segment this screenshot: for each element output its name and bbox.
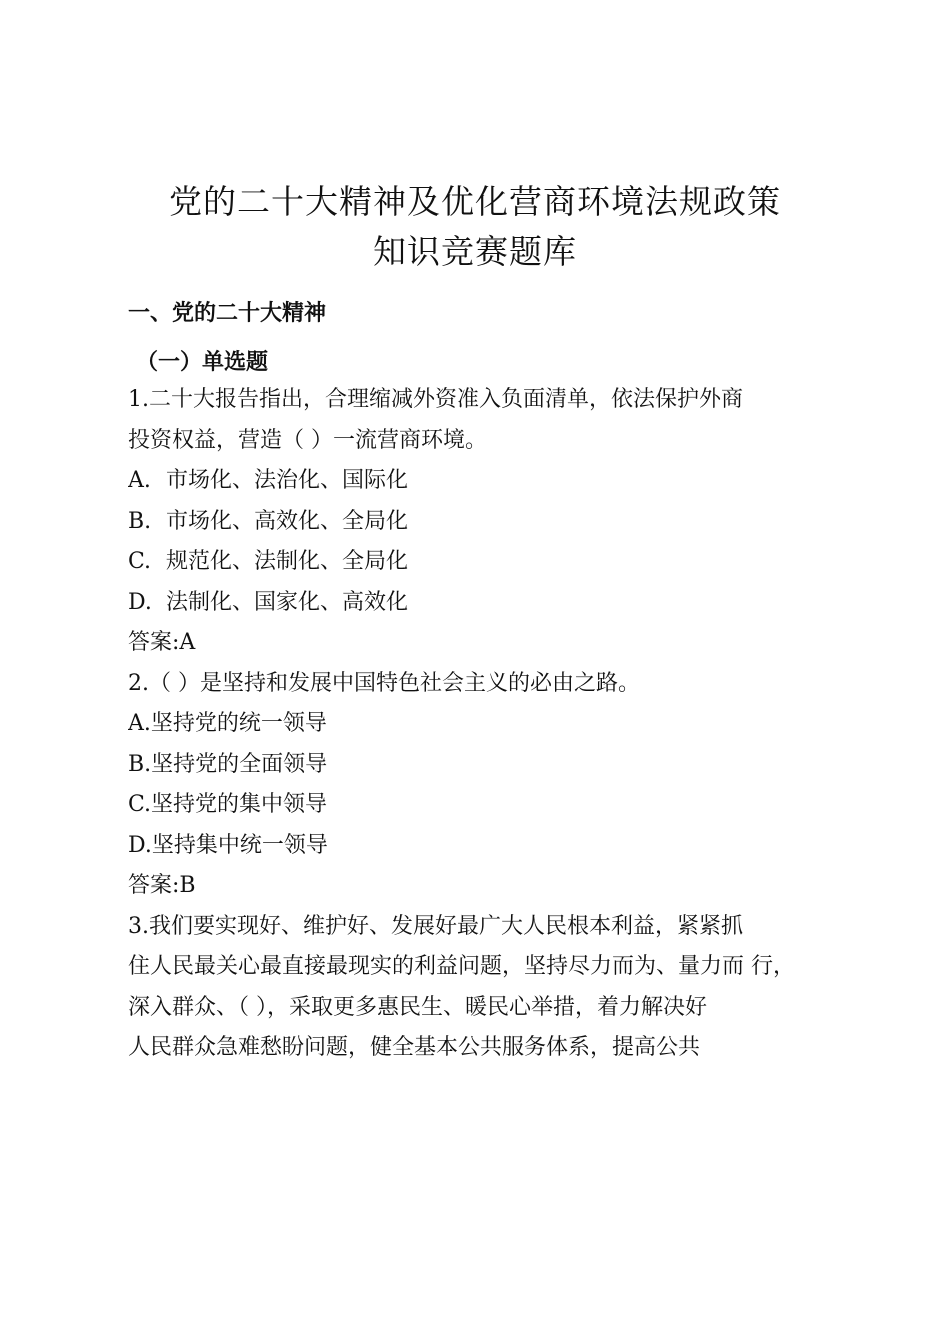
option-letter: B. [128, 508, 152, 534]
question-1-option-b [128, 502, 828, 543]
question-2-answer: 答案:B [128, 873, 196, 898]
question-2-option-c: C.坚持党的集中领导 [128, 792, 328, 817]
question-2-option-d: D.坚持集中统一领导 [128, 832, 328, 858]
subsection-heading: （一）单选题 [136, 350, 269, 375]
question-2-text-line-1: 2.（ ）是坚持和发展中国特色社会主义的必由之路。 [128, 670, 640, 696]
question-1-answer: 答案:A [128, 630, 196, 655]
option-text: 法制化、国家化、高效化 [166, 589, 409, 615]
question-3-text-line-4: 人民群众急难愁盼问题，健全基本公共服务体系，提高公共 [128, 1035, 701, 1060]
section-heading: 一、党的二十大精神 [128, 301, 327, 326]
question-1-option-d [128, 583, 828, 624]
option-letter: C. [128, 549, 152, 574]
question-list [128, 380, 828, 1069]
question-1-option-a [128, 461, 828, 502]
option-letter: D. [128, 589, 152, 615]
question-3-text-line-3: 深入群众、（ ），采取更多惠民生、暖民心举措，着力解决好 [128, 994, 707, 1020]
option-text: 市场化、法治化、国际化 [166, 468, 409, 493]
question-2-option-a: A.坚持党的统一领导 [128, 711, 327, 736]
question-2-option-b: B.坚持党的全面领导 [128, 751, 328, 777]
question-3-text-line-1: 3.我们要实现好、维护好、发展好最广大人民根本利益，紧紧抓 [128, 913, 743, 939]
question-3-text-line-2: 住人民最关心最直接最现实的利益问题，坚持尽力而为、量力而 行， [128, 954, 795, 979]
option-text: 市场化、高效化、全局化 [166, 508, 409, 534]
question-1-text-line-1: 1.二十大报告指出，合理缩减外资准入负面清单，依法保护外商 [128, 387, 743, 412]
option-text: 规范化、法制化、全局化 [166, 549, 409, 574]
document-title-line-1: 党的二十大精神及优化营商环境法规政策 [169, 182, 781, 221]
question-1-text-line-2: 投资权益，营造（ ）一流营商环境。 [128, 427, 487, 453]
document-title-line-2: 知识竞赛题库 [373, 232, 577, 271]
option-letter: A. [128, 468, 151, 493]
question-1-option-c [128, 542, 828, 583]
